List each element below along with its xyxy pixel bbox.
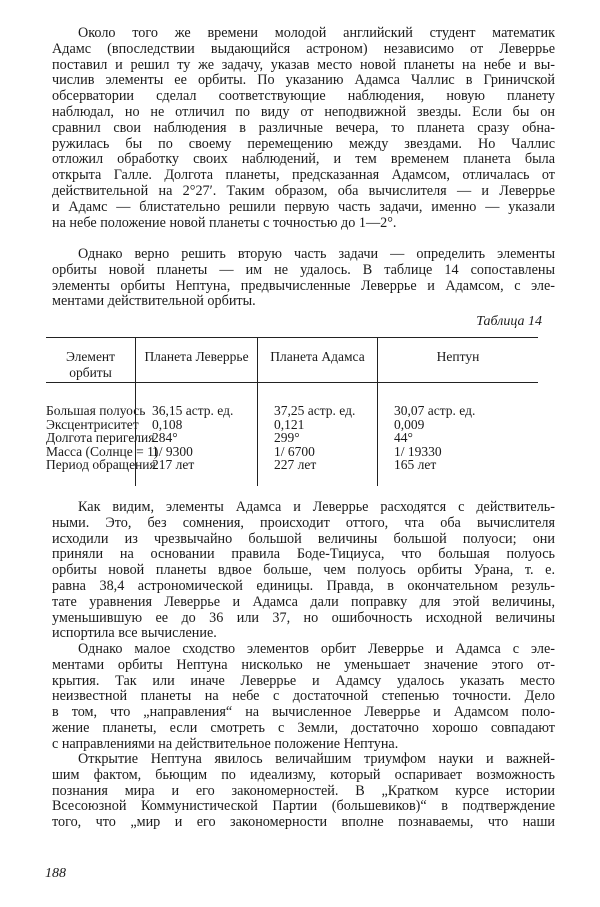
column-element xyxy=(46,404,158,472)
text-line: Как видим, элементы Адамса и Леверрье расходятся с действитель- xyxy=(78,499,555,515)
table-cell: 299° xyxy=(274,430,300,445)
text-line: ментами действительной орбиты. xyxy=(52,293,256,310)
text-line: орбиты новой планеты вдвое больше, чем полуось орбиты Урана, т. е. xyxy=(52,562,555,579)
table-top-rule xyxy=(46,337,538,338)
text-line: жение планеты, если смотреть с Земли, достаточно хорошо совпадают xyxy=(52,719,555,736)
table-cell: 44° xyxy=(394,430,413,445)
text-line: обсерватории сделал соответствующие наблюдения, новую планету xyxy=(52,88,555,105)
text-line: Около того же времени молодой английский студент математик xyxy=(78,25,555,41)
text-line: равна 38,4 астрономической единицы. Правда, в окончательном резуль- xyxy=(52,577,555,594)
header-leverrier: Планета Леверрье xyxy=(144,349,249,364)
text-line: Всесоюзной Коммунистической Партии (большевиков)“ в подтверждение xyxy=(52,798,555,815)
column-neptune xyxy=(394,404,475,472)
text-line: Однако верно решить вторую часть задачи — определить элементы xyxy=(78,246,555,262)
text-line: Однако малое сходство элементов орбит Леверрье и Адамса с эле- xyxy=(78,641,555,657)
paragraph-2 xyxy=(52,247,555,310)
header-neptune: Нептун xyxy=(436,349,480,364)
text-line: орбиты новой планеты — им не удалось. В таблице 14 сопоставлены xyxy=(52,261,555,278)
table-cell: Период обращения xyxy=(46,457,156,472)
text-line: на небе положение новой планеты с точностью до 1—2°. xyxy=(52,214,397,231)
table-cell: 0,108 xyxy=(152,416,183,432)
header-element: Элемент орбиты xyxy=(65,349,116,380)
table-cell: 0,121 xyxy=(274,416,305,432)
text-line: тате уравнения Леверрье и Адамса дали поправку для этой величины, xyxy=(52,593,555,610)
text-line: Адамс (впоследствии выдающийся астроном) независимо от Леверрье xyxy=(52,40,555,57)
text-line: в том, что „направления“ на вычисленное Леверрье и Адамсом поло- xyxy=(52,704,555,721)
paragraph-3 xyxy=(52,500,555,642)
text-line: поставил и решил ту же задачу, указав место новой планеты на небе и вы- xyxy=(52,56,555,73)
table-cell: 284° xyxy=(152,430,178,445)
table-cell: Масса (Солнце = 1) xyxy=(46,443,159,459)
text-line: с направлениями на действительное положение Нептуна. xyxy=(52,735,399,752)
orbit-elements-table xyxy=(46,337,538,486)
text-line: наблюдал, но не отличил по виду от неподвижной звезды. Если бы он xyxy=(52,103,555,120)
text-line: Открытие Нептуна явилось величайшим триумфом науки и важней- xyxy=(78,751,555,767)
text-line: ментами орбиты Нептуна нисколько не уменьшает значение этого от- xyxy=(52,656,555,673)
text-line: открыта Галле. Долгота планеты, предсказанная Адамсом, отличалась от xyxy=(52,167,555,184)
page-number: 188 xyxy=(45,866,66,881)
text-line: и Адамс — блистательно решили первую часть задачи, именно — указали xyxy=(52,198,555,215)
table-cell: 1/ 6700 xyxy=(274,443,315,459)
paragraph-4 xyxy=(52,642,555,753)
table-cell: 165 лет xyxy=(394,457,437,472)
text-line: действительной на 2°27′. Таким образом, оба вычислителя — и Леверрье xyxy=(52,182,555,199)
text-line: шим фактом, бьющим по идеализму, который оспаривает возможность xyxy=(52,766,555,783)
header-adams: Планета Адамса xyxy=(270,349,365,364)
text-line: уменьшившую ее до 36 или 37, но ошибочность исходной величины xyxy=(52,609,555,626)
text-line: исходили из чрезвычайно большой величины большой полуоси; они xyxy=(52,530,555,547)
table-cell: 37,25 астр. ед. xyxy=(274,403,356,418)
column-adams xyxy=(274,404,355,472)
text-line: приняли на основании правила Боде-Тициуса, что большая полуось xyxy=(52,546,555,563)
text-line: крытия. Так или иначе Леверрье и Адамсу удалось указать место xyxy=(52,672,555,689)
table-cell: 1/ 19330 xyxy=(394,443,442,459)
text-line: сравнил свои наблюдения в различные вечера, то планета сразу обна- xyxy=(52,119,555,136)
table-cell: 227 лет xyxy=(274,457,317,472)
text-line: того, что „мир и его закономерности вполне познаваемы, что наши xyxy=(52,814,555,831)
text-line: элементы орбиты Нептуна, предвычисленные Леверрье и Адамсом, с эле- xyxy=(52,277,555,294)
table-cell: 1/ 9300 xyxy=(152,443,193,459)
table-cell: Долгота перигелия xyxy=(46,430,155,445)
text-line: числив элементы ее орбиты. По указанию Адамса Чаллис в Гриничской xyxy=(52,72,555,89)
text-line: неизвестной планеты на небе с достаточной степенью точности. Дело xyxy=(52,688,555,705)
table-cell: 36,15 астр. ед. xyxy=(152,403,234,418)
table-cell: 30,07 астр. ед. xyxy=(394,403,476,418)
text-line: ружилась бы по своему перемещению между звездами. Но Чаллис xyxy=(52,135,555,152)
table-cell: Эксцентриситет xyxy=(46,416,139,432)
column-leverrier xyxy=(152,404,233,472)
text-line: ными. Это, без сомнения, происходит оттого, чта оба вычислителя xyxy=(52,514,555,531)
table-cell: 0,009 xyxy=(394,416,425,432)
text-line: познания мира и его закономерностей. В „Кратком курсе истории xyxy=(52,782,555,799)
table-cell: 217 лет xyxy=(152,457,195,472)
table-cell: Большая полуось xyxy=(46,403,146,418)
text-line: отложил обработку своих наблюдений, и тем временем планета была xyxy=(52,151,555,168)
table-header-rule xyxy=(46,382,538,383)
paragraph-1 xyxy=(52,26,555,231)
paragraph-5 xyxy=(52,752,555,831)
text-line: испортила все вычисление. xyxy=(52,625,217,642)
table-caption: Таблица 14 xyxy=(476,314,542,329)
